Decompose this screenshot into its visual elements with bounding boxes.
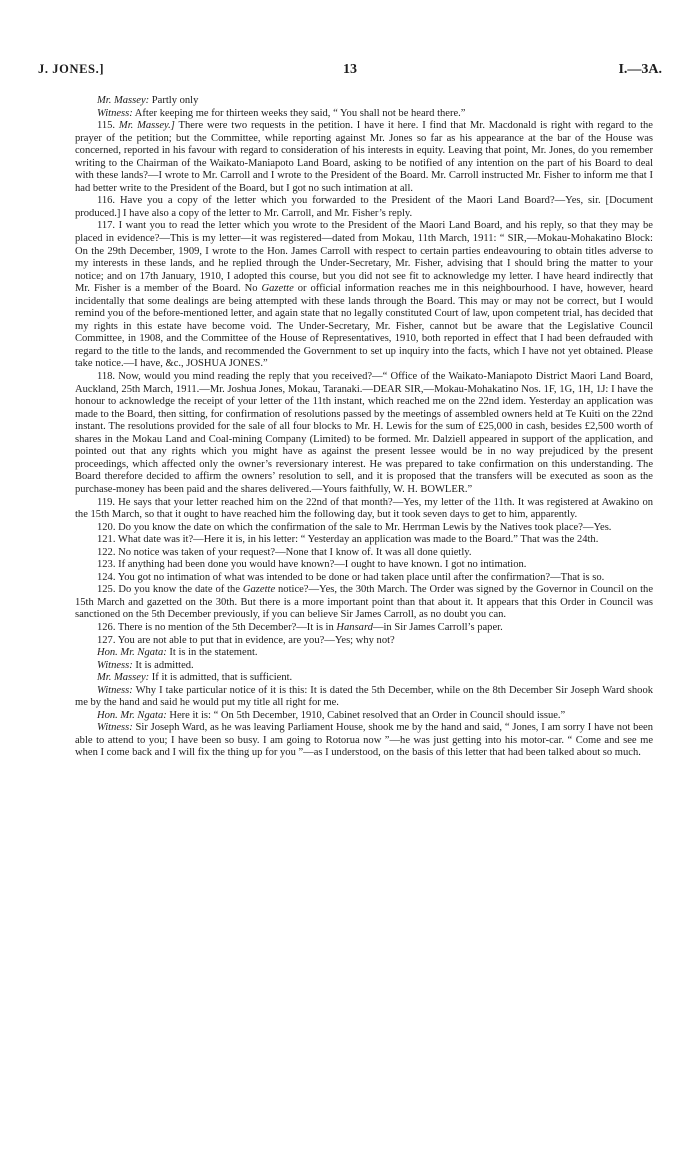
paragraph: Witness: After keeping me for thirteen weeks they said, “ You shall not be heard there.” bbox=[97, 107, 466, 119]
paragraph: Mr. Massey: Partly only bbox=[97, 95, 199, 106]
paragraph: 120. Do you know the date on which the confirmation of the sale to Mr. Herrman Lewis by the Natives took place?—Yes. bbox=[97, 521, 612, 533]
paragraph: Hon. Mr. Ngata: It is in the statement. bbox=[97, 647, 258, 659]
paragraph: Witness: Why I take particular notice of it is this: It is dated the 5th December, while on the 8th December Sir Joseph Ward shook me by the hand and said he would put my title all right for me. bbox=[75, 684, 653, 709]
paragraph: 123. If anything had been done you would have known?—I ought to have known. I got no intimation. bbox=[97, 559, 527, 571]
paragraph: Mr. Massey: If it is admitted, that is sufficient. bbox=[97, 672, 293, 684]
header-witness-name: J. JONES.] bbox=[38, 62, 105, 76]
paragraph: 124. You got no intimation of what was intended to be done or had taken place until after the confirmation?—That is so. bbox=[97, 571, 605, 583]
paragraph: 116. Have you a copy of the letter which you forwarded to the President of the Maori Land Board?—Yes, sir. [Document produced.] I have also a copy of the letter to Mr. Carroll, and Mr. Fisher’s reply. bbox=[75, 195, 653, 219]
paragraph: 122. No notice was taken of your request?—None that I know of. It was all done quietly. bbox=[97, 546, 472, 558]
page-header bbox=[38, 62, 662, 82]
paragraph: 117. I want you to read the letter which you wrote to the President of the Maori Land Board, and his reply, so that they may be placed in evidence?—This is my letter—it was registered—dated from Mokau, 11th March, 1911: “ SIR,—Mokau-Mohakatino Block: On the 29th December, 1909, I wrote to the Hon. James Carroll with respect to certain parties endeavouring to obtain titles adverse to my interests in these lands, and he replied through the Under-Secretary, Mr. Fisher, advising that I should bring the matter to your notice; and on 17th January, 1910, I adopted this course, but you did not see fit to acknowledge my letter. I have heard indirectly that Mr. Fisher is a member of the Board. No Gazette or official information reaches me in this neighbourhood. I have, however, heard incidentally that some dealings are being attempted with these lands through the Board. This may or may not be correct, but I would remind you of the before-mentioned letter, and again state that no legally constituted Court of law, upon competent trial, has decided that my rights in this estate have become void. The Under-Secretary, Mr. Fisher, cannot but be aware that the Legislative Council Committee, in 1908, and the Committee of the House of Representatives, 1910, both reported in effect that I had been defrauded with regard to the title to the lands, and recommended the Government to set up inquiry into the facts, which I have not yet obtained. Please take notice.—I have, &c., JOSHUA JONES.” bbox=[75, 220, 653, 370]
paragraph: 121. What date was it?—Here it is, in his letter: “ Yesterday an application was made to the Board.” That was the 24th. bbox=[97, 534, 599, 546]
page-number: 13 bbox=[343, 62, 357, 77]
evidence-text bbox=[75, 95, 653, 760]
paragraph: 127. You are not able to put that in evidence, are you?—Yes; why not? bbox=[97, 634, 395, 646]
paragraph: Witness: Sir Joseph Ward, as he was leaving Parliament House, shook me by the hand and said, “ Jones, I am sorry I have not been able to attend to you; I have been so busy. I am going to Rotorua now ”—he was just getting into his motor-car. “ Come and see me when I come back and I will fix the thing up for you ”—as I understood, on the basis of this letter that had been talked about so much. bbox=[75, 722, 653, 759]
paragraph: 119. He says that your letter reached him on the 22nd of that month?—Yes, my letter of the 11th. It was registered at Awakino on the 15th March, so that it ought to have reached him the following day, but it took seven days to get to him, apparently. bbox=[75, 496, 653, 521]
paragraph: 126. There is no mention of the 5th December?—It is in Hansard—in Sir James Carroll’s paper. bbox=[97, 621, 503, 633]
paragraph: 125. Do you know the date of the Gazette notice?—Yes, the 30th March. The Order was signed by the Governor in Council on the 15th March and gazetted on the 30th. But there is a more important point than that about it. It appears that this Order in Council was sanctioned on the 5th December previously, if you can believe Sir James Carroll, as no doubt you can. bbox=[75, 584, 654, 621]
paragraph: 118. Now, would you mind reading the reply that you received?—“ Office of the Waikato-Maniapoto District Maori Land Board, Auckland, 25th March, 1911.—Mr. Joshua Jones, Mokau, Taranaki.—DEAR SIR,—Mokau-Mohakatino Nos. 1F, 1G, 1H, 1J: I have the honour to acknowledge the receipt of your letter of the 11th instant, which reached me on the 22nd idem. Yesterday an application was made to the Board, then sitting, for confirmation of resolutions passed by the meetings of assembled owners held at Te Kuiti on the 22nd instant. The resolutions provided for the sale of all four blocks to Mr. H. Lewis for the sum of £25,000 in cash, besides £2,500 worth of shares in the Mokau Land and Coal-mining Company (Limited) to be formed. Mr. Dalziell appeared in support of the application, and pointed out that any rights which you might have as against the present lessee would be in no way prejudiced by the present proceedings, which affected only the owner’s reversionary interest. He was prepared to take confirmation on this understanding. The Board therefore decided to affirm the owners’ resolution to sell, and it is proposed that the transfers will be executed as soon as the purchase-money has been paid and the shares delivered.—Yours faithfully, W. H. BOWLER.” bbox=[75, 371, 653, 495]
paragraph: Witness: It is admitted. bbox=[97, 659, 194, 671]
paragraph: 115. Mr. Massey.] There were two requests in the petition. I have it here. I find that Mr. Macdonald is right with regard to the prayer of the petition; but the Committee, while reporting against Mr. Jones so far as his appearance at the bar of the House was concerned, reported in his favour with regard to consideration of his interests in equity. Leaving that point, Mr. Jones, do you remember writing to the Chairman of the Waikato-Maniapoto Land Board, asking to be notified of any intention on the part of his Board to deal with these lands?—I wrote to Mr. Carroll and I wrote to the President of the Board. Mr. Carroll instructed Mr. Fisher to inform me that I had better write to the President of the Board, but I got no such intimation at all. bbox=[75, 120, 653, 194]
paper-reference: I.—3A. bbox=[618, 62, 662, 77]
paragraph: Hon. Mr. Ngata: Here it is: “ On 5th December, 1910, Cabinet resolved that an Order in Council should issue.” bbox=[97, 709, 566, 721]
